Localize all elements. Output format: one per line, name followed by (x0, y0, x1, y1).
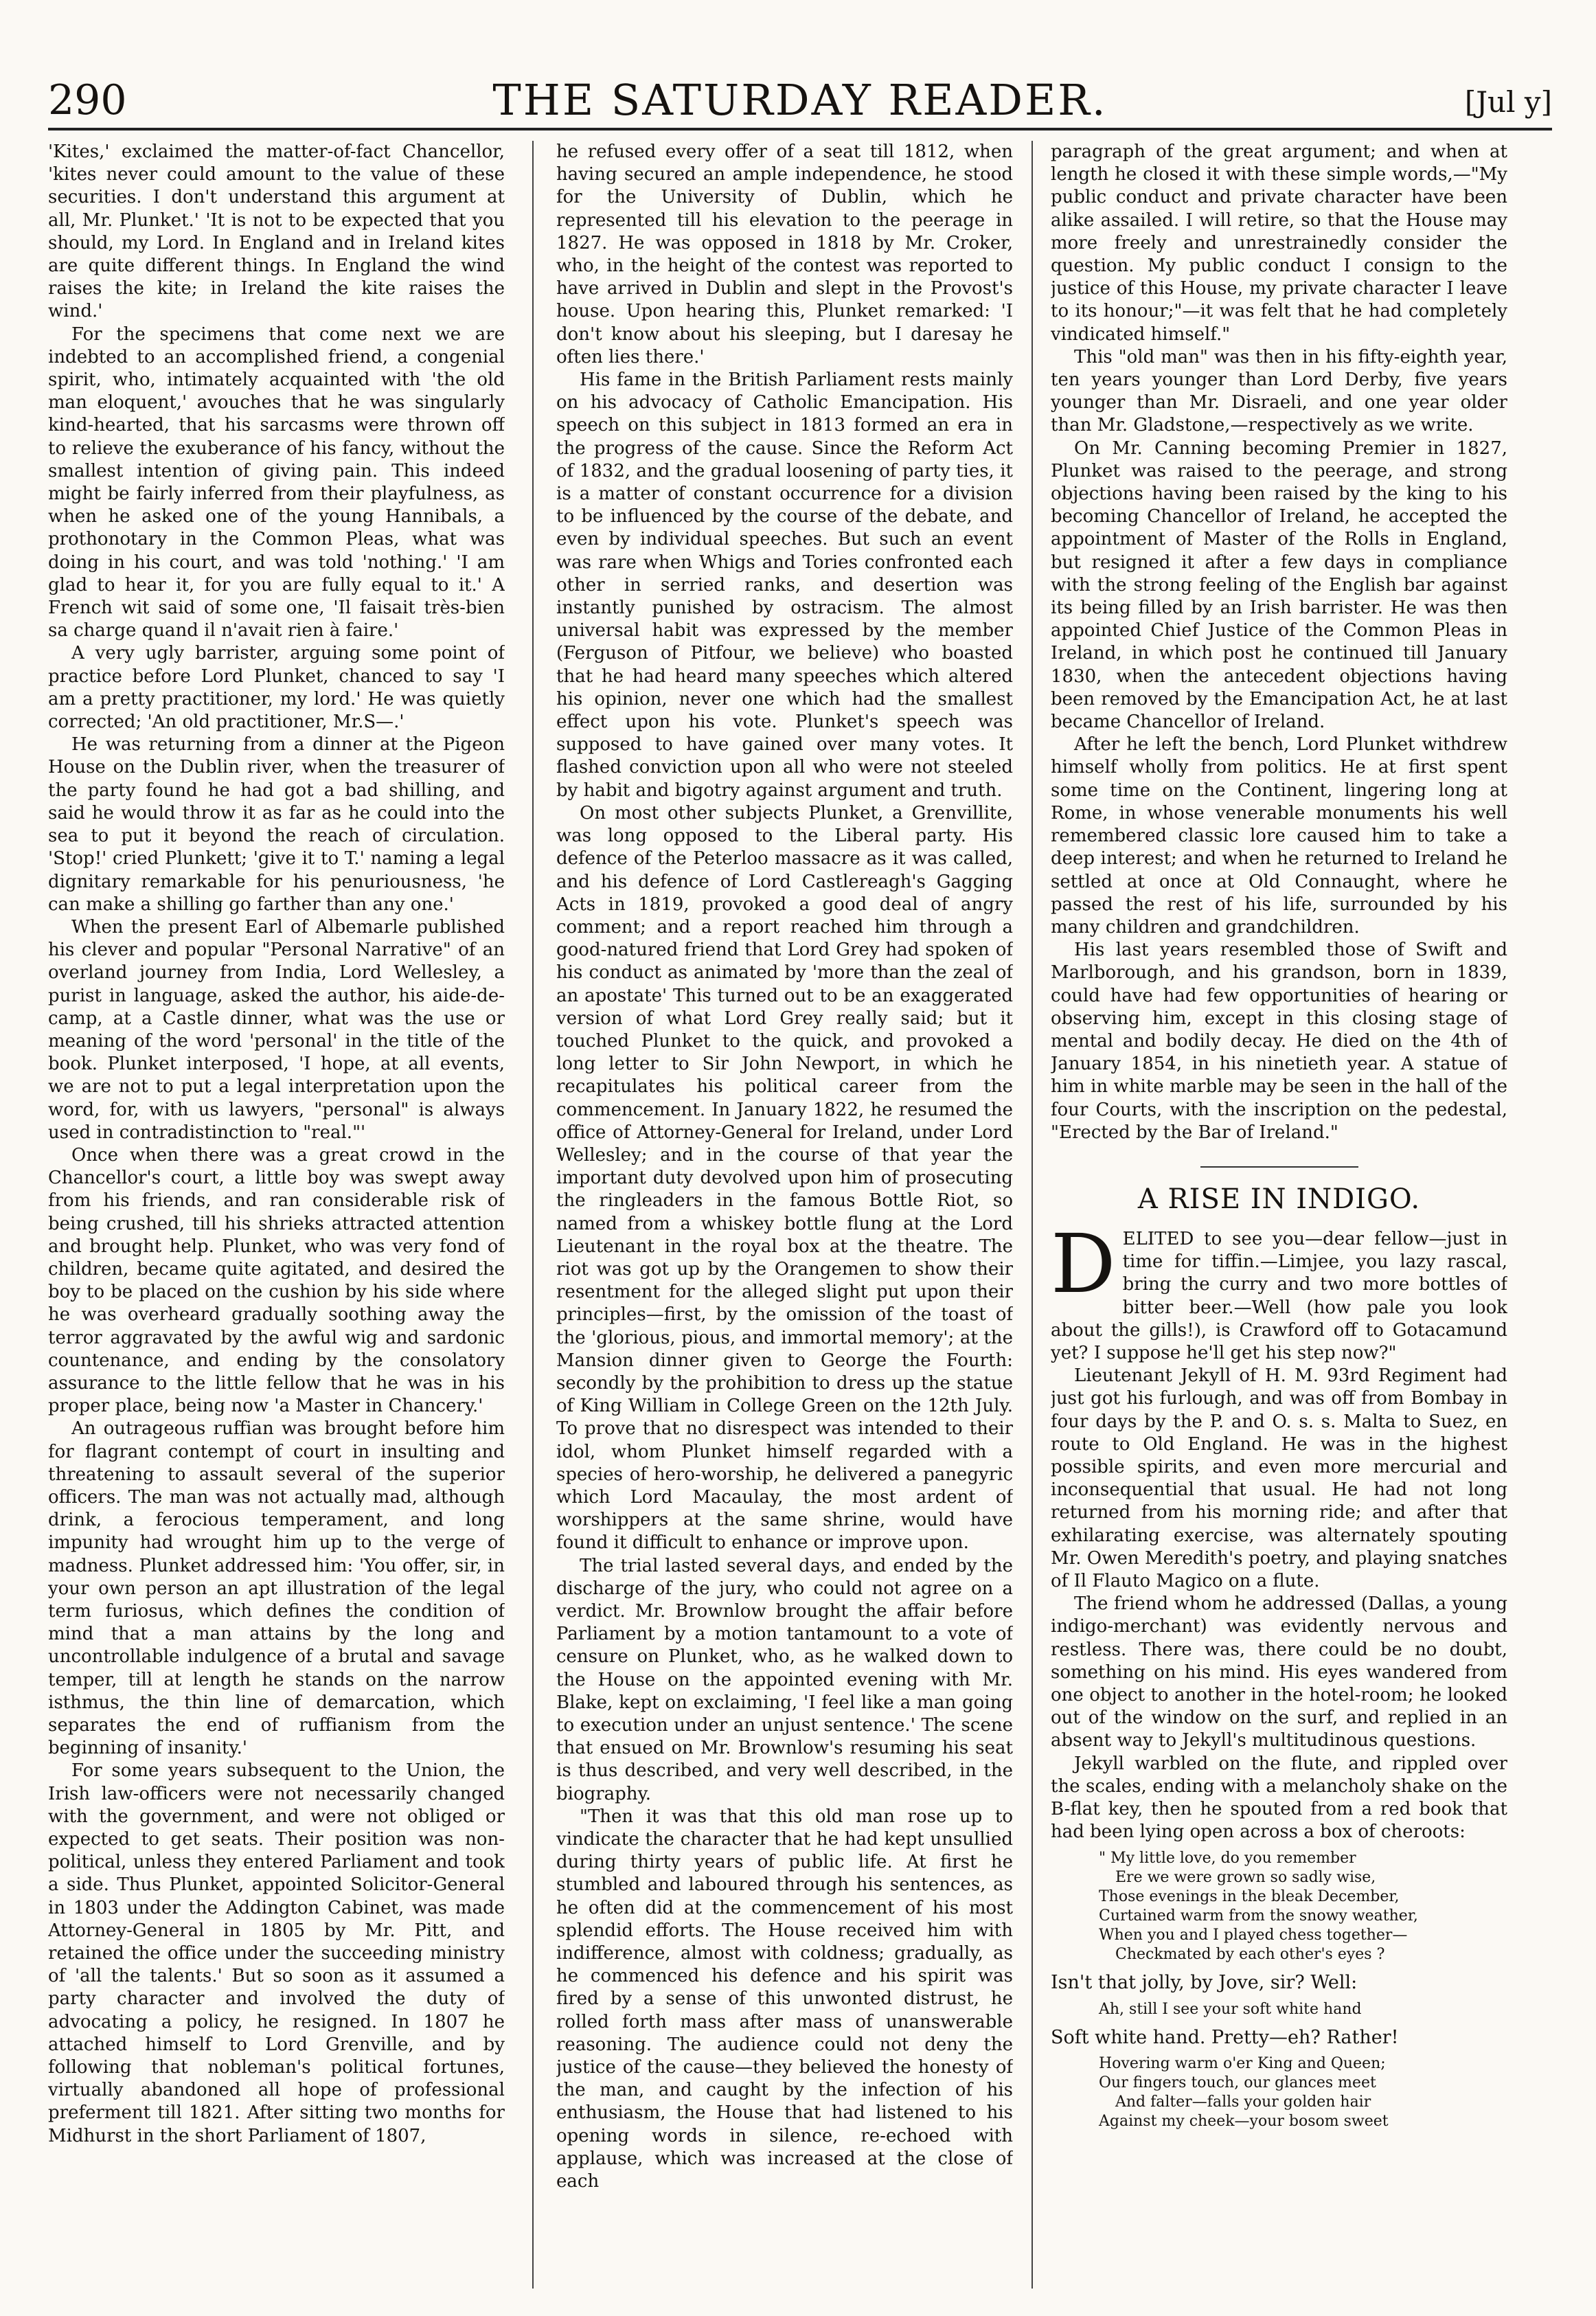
masthead-title: THE SATURDAY READER. (492, 75, 1108, 125)
column-3 (1051, 141, 1507, 2292)
verse-line: Checkmated by each other's eyes ? (1115, 1946, 1385, 1964)
paragraph: paragraph of the great argument; and when at length he closed it with these simple words,—"My public conduct and private character have been alike assailed. I will retire, so that the House may more freely and unrestrainedly consider the question. My public conduct I consign to the justice of this House, my private character I leave to its honour;"—it was felt that he had completely vindicated himself." (1051, 141, 1507, 345)
paragraph: On most other subjects Plunket, a Grenvillite, was long opposed to the Liberal party. His defence of the Peterloo massacre as it was called, and his defence of Lord Castlereagh's Gagging Acts in 1819, provoked a good deal of angry comment; and a report reached him through a good-natured friend that Lord Grey had spoken of his conduct as animated by 'more than the zeal of an apostate' This turned out to be an exaggerated version of what Lord Grey really said; but it touched Plunket to the quick, and provoked a long letter to Sir John Newport, in which he recapitulates his political career from the commencement. In January 1822, he resumed the office of Attorney-General for Ireland, under Lord Wellesley; and in the course of that year the important duty devolved upon him of prosecuting the ringleaders in the famous Bottle Riot, so named from a whiskey bottle flung at the Lord Lieutenant in the royal box at the theatre. The riot was got up by the Orangemen to show their resentment for the alleged slight put upon their principles—first, by the omission of the toast of the 'glorious, pious, and immortal memory'; at the Mansion dinner given to George the Fourth: secondly by the prohibition to dress up the statue of King William in College Green on the 12th July. To prove that no disrespect was intended to their idol, whom Plunket himself regarded with a species of hero-worship, he delivered a panegyric which Lord Macaulay, the most ardent of worshippers at the same shrine, would have found it difficult to enhance or improve upon. (556, 802, 1013, 1554)
paragraph: On Mr. Canning becoming Premier in 1827, Plunket was raised to the peerage, and strong objections having been raised by the king to his becoming Chancellor of Ireland, he accepted the appointment of Master of the Rolls in England, but resigned it after a few days in compliance with the strong feeling of the English bar against its being filled by an Irish barrister. He was then appointed Chief Justice of the Common Pleas in Ireland, in which post he continued till January 1830, when the antecedent objections having been removed by the Emancipation Act, he at last became Chancellor of Ireland. (1051, 438, 1507, 733)
paragraph: After he left the bench, Lord Plunket withdrew himself wholly from politics. He at first spent some time on the Continent, lingering long at Rome, in whose venerable monuments his well remembered classic lore caused him to take a deep interest; and when he returned to Ireland he settled at once at Old Connaught, where he passed the rest of his life, surrounded by his many children and grandchildren. (1051, 734, 1507, 938)
verse-block (1099, 2054, 1507, 2131)
interjection: Isn't that jolly, by Jove, sir? Well: (1051, 1972, 1358, 1994)
verse-line: When you and I played chess together— (1099, 1927, 1408, 1944)
paragraph: Once when there was a great crowd in the Chancellor's court, a little boy was swept away from his friends, and ran considerable risk of being crushed, till his shrieks attracted attention and brought help. Plunket, who was very fond of children, became quite agitated, and desired the boy to be placed on the cushion by his side where he was overheard gradually soothing away the terror aggravated by the awful wig and sardonic countenance, and ending by the consolatory assurance to the little fellow that he was in his proper place, being now 'a Master in Chancery.' (48, 1144, 505, 1417)
column-1 (48, 141, 505, 2292)
verse-line: Our fingers touch, our glances meet (1099, 2074, 1376, 2091)
article-title: A RISE IN INDIGO. (1137, 1183, 1421, 1215)
paragraph: He was returning from a dinner at the Pigeon House on the Dublin river, when the treasurer of the party found he had got a bad shilling, and said he would throw it as far as he could into the sea to put it beyond the reach of circulation. 'Stop!' cried Plunkett; 'give it to T.' naming a legal dignitary remarkable for his penuriousness, 'he can make a shilling go farther than any one.' (48, 734, 505, 915)
paragraph: For some years subsequent to the Union, the Irish law-officers were not necessarily changed with the government, and were not obliged or expected to get seats. Their position was non-political, unless they entered Parliament and took a side. Thus Plunket, appointed Solicitor-General in 1803 under the Addington Cabinet, was made Attorney-General in 1805 by Mr. Pitt, and retained the office under the succeeding ministry of 'all the talents.' But so soon as it assumed a party character and involved the duty of advocating a policy, he resigned. In 1807 he attached himself to Lord Grenville, and by following that nobleman's political fortunes, virtually abandoned all hope of professional preferment till 1821. After sitting two months for Midhurst in the short Parliament of 1807, (48, 1760, 505, 2146)
column-rule (1031, 141, 1033, 2289)
paragraph: When the present Earl of Albemarle published his clever and popular "Personal Narrative" of an overland journey from India, Lord Wellesley, a purist in language, asked the author, his aide-de-camp, at a Castle dinner, what was the use or meaning of the word 'personal' in the title of the book. Plunket interposed, 'I hope, at all events, we are not to put a legal interpretation upon the word, for, with us lawyers, "personal" is always used in contradistinction to "real."' (48, 916, 505, 1143)
paragraph: he refused every offer of a seat till 1812, when having secured an ample independence, he stood for the University of Dublin, which he represented till his elevation to the peerage in 1827. He was opposed in 1818 by Mr. Croker, who, in the height of the contest was reported to have arrived in Dublin and slept in the Provost's house. Upon hearing this, Plunket remarked: 'I don't know about his sleeping, but I daresay he often lies there.' (556, 141, 1013, 367)
verse-block (1099, 1849, 1507, 1964)
paragraph: "Then it was that this old man rose up to vindicate the character that he had kept unsullied during thirty years of public life. At first he stumbled and laboured through his sentences, as he often did at the commencement of his most splendid efforts. The House received him with indifference, almost with coldness; gradually, as he commenced his defence and his spirit was fired by a sense of this unwonted distrust, he rolled forth mass after mass of unanswerable reasoning. The audience could not deny the justice of the cause—they believed the honesty of the man, and caught by the infection of his enthusiasm, the House that had listened to his opening words in silence, re-echoed with applause, which was increased at the close of each (556, 1806, 1013, 2192)
section-divider (1200, 1166, 1358, 1168)
lead-paragraph (1051, 1216, 1507, 1365)
paragraph: His last years resembled those of Swift and Marlborough, and his grandson, born in 1839, could have had few opportunities of hearing or observing him, except in this closing stage of mental and bodily decay. He died on the 4th of January 1854, in his ninetieth year. A statue of him in white marble may be seen in the hall of the four Courts, with the inscription on the pedestal, "Erected by the Bar of Ireland." (1051, 940, 1507, 1143)
column-rule (532, 141, 534, 2289)
verse-line: Ere we were grown so sadly wise, (1115, 1869, 1376, 1887)
paragraph: For the specimens that come next we are indebted to an accomplished friend, a congenial spirit, who, intimately acquainted with 'the old man eloquent,' avouches that he was singularly kind-hearted, that his sarcasms were thrown off to relieve the exuberance of his fancy, without the smallest intention of giving pain. This indeed might be fairly inferred from their playfulness, as when he asked one of the young Hannibals, a prothonotary in the Common Pleas, what was doing in his court, and was told 'nothing.' 'I am glad to hear it, for you are fully equal to it.' A French wit said of some one, 'Il faisait très-bien sa charge quand il n'avait rien à faire.' (48, 323, 505, 642)
page-number: 290 (48, 76, 127, 124)
paragraph: The trial lasted several days, and ended by the discharge of the jury, who could not agree on a verdict. Mr. Brownlow brought the affair before Parliament by a motion tantamount to a vote of censure on Plunket, who, as he walked down to the House on the appointed evening with Mr. Blake, kept on exclaiming, 'I feel like a man going to execution under an unjust sentence.' The scene that ensued on Mr. Brownlow's resuming his seat is thus described, and very well described, in the biography. (556, 1555, 1013, 1804)
interjection: Soft white hand. Pretty—eh? Rather! (1051, 2026, 1399, 2048)
verse-line: Curtained warm from the snowy weather, (1099, 1907, 1418, 1925)
paragraph: Lieutenant Jekyll of H. M. 93rd Regiment had just got his furlough, and was off from Bombay in four days by the P. and O. s. s. Malta to Suez, en route to Old England. He was in the highest possible spirits, and even more mercurial and inconsequential that usual. He had not long returned from his morning ride; and after that exhilarating exercise, was alternately spouting Mr. Owen Meredith's poetry, and playing snatches of Il Flauto Magico on a flute. (1051, 1365, 1507, 1591)
verse-line: Ah, still I see your soft white hand (1099, 2000, 1362, 2018)
paragraph: Jekyll warbled on the flute, and rippled over the scales, ending with a melancholy shake on the B-flat key, then he spouted from a red book that had been lying open across a box of cheroots: (1051, 1753, 1507, 1843)
verse-line: Those evenings in the bleak December, (1099, 1888, 1400, 1906)
verse-line: Against my cheek—your bosom sweet (1099, 2112, 1389, 2130)
page-header (48, 76, 1552, 130)
verse-block (1099, 2000, 1507, 2019)
verse-line: Hovering warm o'er King and Queen; (1099, 2054, 1386, 2072)
issue-date: [Jul y] (1464, 85, 1552, 119)
paragraph: An outrageous ruffian was brought before him for flagrant contempt of court in insulting and threatening to assault several of the superior officers. The man was not actually mad, although drink, a ferocious temperament, and long impunity had wrought him up to the verge of madness. Plunket addressed him: 'You offer, sir, in your own person an apt illustration of the legal term furiosus, which defines the condition of mind that a man attains by the long and uncontrollable indulgence of a brutal and savage temper, till at length he stands on the narrow isthmus, the thin line of demarcation, which separates the end of ruffianism from the beginning of insanity.' (48, 1418, 505, 1759)
lead-text: ELITED to see you—dear fellow—just in time for tiffin.—Limjee, you lazy rascal, bring the curry and two more bottles of bitter beer.—Well (how pale you look about the gills!), is Crawford off to Gotacamund yet? I suppose he'll get his step now?" (1051, 1228, 1507, 1363)
paragraph: 'Kites,' exclaimed the matter-of-fact Chancellor, 'kites never could amount to the value of these securities. I don't understand this argument at all, Mr. Plunket.' 'It is not to be expected that you should, my Lord. In England and in Ireland kites are quite different things. In England the wind raises the kite; in Ireland the kite raises the wind.' (48, 141, 505, 322)
paragraph: This "old man" was then in his fifty-eighth year, ten years younger than Lord Derby, five years younger than Mr. Disraeli, and one year older than Mr. Gladstone,—respectively as we write. (1051, 346, 1507, 436)
verse-line: " My little love, do you remember (1099, 1850, 1356, 1867)
paragraph: The friend whom he addressed (Dallas, a young indigo-merchant) was evidently nervous and restless. There was, there could be no doubt, something on his mind. His eyes wandered from one object to another in the hotel-room; he looked out of the window on the surf, and replied in an absent way to Jekyll's multitudinous questions. (1051, 1593, 1507, 1751)
paragraph: A very ugly barrister, arguing some point of practice before Lord Plunket, chanced to say 'I am a pretty practitioner, my lord.' He was quietly corrected; 'An old practitioner, Mr.S—.' (48, 643, 505, 733)
verse-line: And falter—falls your golden hair (1115, 2093, 1371, 2111)
column-2 (556, 141, 1013, 2292)
drop-cap: D (1051, 1216, 1116, 1311)
paragraph: His fame in the British Parliament rests mainly on his advocacy of Catholic Emancipation. His speech on this subject in 1813 formed an era in the progress of the cause. Since the Reform Act of 1832, and the gradual loosening of party ties, it is a matter of constant occurrence for a division to be influenced by the course of the debate, and even by individual speeches. But such an event was rare when Whigs and Tories confronted each other in serried ranks, and desertion was instantly punished by ostracism. The almost universal habit was expressed by the member (Ferguson of Pitfour, we believe) who boasted that he had heard many speeches which altered his opinion, never one which had the smallest effect upon his vote. Plunket's speech was supposed to have gained over many votes. It flashed conviction upon all who were not steeled by habit and bigotry against argument and truth. (556, 370, 1013, 801)
